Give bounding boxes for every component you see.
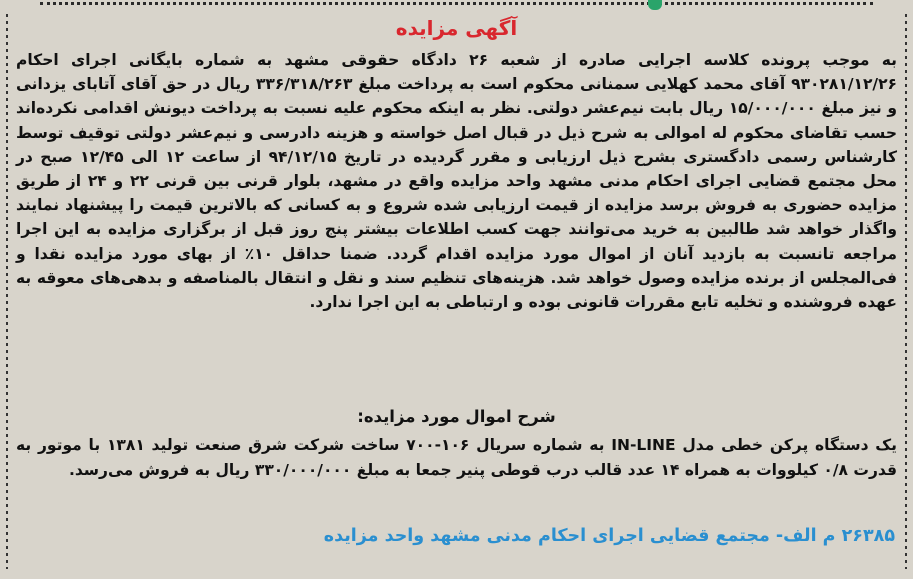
notice-body-paragraph: به موجب پرونده کلاسه اجرایی صادره از شعبه ۲۶ دادگاه حقوقی مشهد به شماره بایگانی اجرای احکام ۹۳۰۲۸۱/۱۲/۲۶ آقای محمد کهلایی سمنانی محکوم است به پرداخت مبلغ ۳۳۶/۳۱۸/۲۶۳ ریال در حق آقای آتابای یزدانی و نیز مبلغ ۱۵/۰۰۰/۰۰۰ ریال بابت نیم‌عشر دولتی. نظر به اینکه محکوم علیه نسبت به پرداخت دیونش اقدامی نکرده‌اند حسب تقاضای محکوم له اموالی به شرح ذیل در قبال اصل خواسته و هزینه دادرسی و نیم‌عشر دولتی توقیف توسط کارشناس رسمی دادگستری بشرح ذیل ارزیابی و مقرر گردیده در تاریخ ۹۴/۱۲/۱۵ از ساعت ۱۲ الی ۱۲/۴۵ صبح در محل مجتمع قضایی اجرای احکام مدنی مشهد واحد مزایده واقع در مشهد، بلوار قرنی بین قرنی ۲۲ و ۲۴ از طریق مزایده حضوری به فروش برسد مزایده از قیمت ارزیابی شده شروع و به کسانی که بالاترین قیمت را پیشنهاد نمایند واگذار خواهد شد طالبین به خرید می‌توانند جهت کسب اطلاعات بیشتر پنج روز قبل از برگزاری مزایده به این اجرا مراجعه تانسبت به بازدید آنان از اموال مورد مزایده اقدام گردد. ضمنا حداقل ۱۰٪ از بهای مورد مزایده نقدا و فی‌المجلس از برنده مزایده وصول خواهد شد. هزینه‌های تنظیم سند و نقل و انتقال بالمناصفه و بدهی‌های معوقه به عهده فروشنده و تخلیه تابع مقررات قانونی بوده و ارتباطی به این اجرا ندارد. — [16, 51, 898, 312]
right-dotted-rule — [905, 14, 907, 569]
items-description — [16, 433, 897, 482]
left-dotted-rule — [6, 14, 8, 569]
notice-body — [16, 48, 897, 314]
notice-title: آگهی مزایده — [395, 16, 518, 40]
items-heading: شرح اموال مورد مزایده: — [357, 407, 556, 426]
items-body-paragraph: یک دستگاه پرکن خطی مدل IN-LINE به شماره سریال ۱۰۶-۷۰۰ ساخت شرکت شرق صنعت تولید ۱۳۸۱ با موتور به قدرت ۰/۸ کیلووات به همراه ۱۴ عدد قالب درب قوطی پنیر جمعا به مبلغ ۳۳۰/۰۰۰/۰۰۰ ریال به فروش می‌رسد. — [16, 436, 898, 479]
notice-footer: ۲۶۳۸۵ م الف- مجتمع قضایی اجرای احکام مدنی مشهد واحد مزایده — [323, 526, 895, 546]
top-color-mark — [648, 0, 662, 10]
top-dotted-border — [40, 2, 873, 15]
